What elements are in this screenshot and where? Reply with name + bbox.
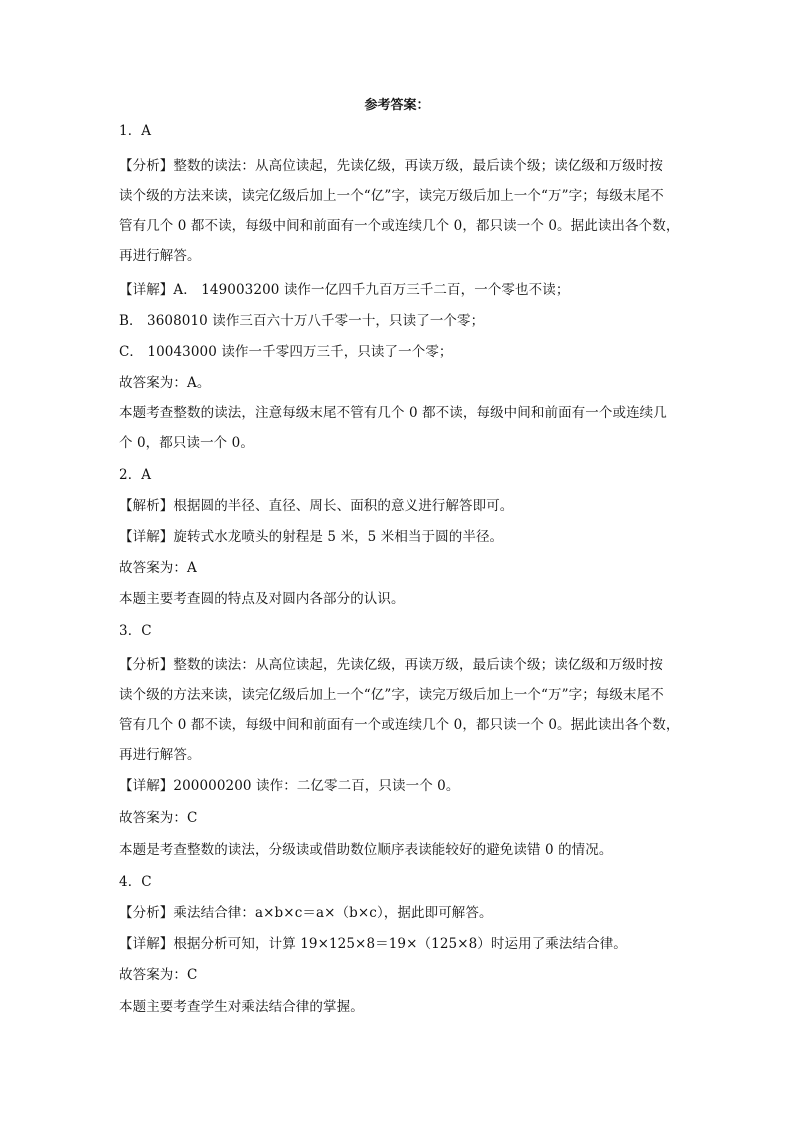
answer-2-explanation: 【解析】根据圆的半径、直径、周长、面积的意义进行解答即可。 xyxy=(119,498,514,514)
answer-1-analysis-line-3: 管有几个 0 都不读，每级中间和前面有一个或连续几个 0，都只读一个 0。据此读出各个数， xyxy=(119,218,680,234)
answer-2-conclusion: 故答案为：A xyxy=(119,560,197,576)
answer-1-conclusion: 故答案为：A。 xyxy=(119,375,211,391)
answer-1-detail-b: B． 3608010 读作三百六十万八千零一十，只读了一个零； xyxy=(119,313,485,329)
answer-1-analysis-line-2: 读个级的方法来读，读完亿级后加上一个“亿”字，读完万级后加上一个“万”字；每级末尾不 xyxy=(119,188,664,204)
answer-3-analysis-line-3: 管有几个 0 都不读，每级中间和前面有一个或连续几个 0，都只读一个 0。据此读出各个数， xyxy=(119,717,680,733)
answer-1-analysis-line-4: 再进行解答。 xyxy=(119,248,201,264)
answer-2-heading: 2．A xyxy=(119,467,152,483)
answer-2-detail: 【详解】旋转式水龙喷头的射程是 5 米，5 米相当于圆的半径。 xyxy=(119,529,504,545)
answer-3-heading: 3．C xyxy=(119,623,152,639)
answer-1-heading: 1．A xyxy=(119,123,152,139)
answer-3-comment: 本题是考查整数的读法，分级读或借助数位顺序表读能较好的避免读错 0 的情况。 xyxy=(119,842,613,858)
answer-4-detail: 【详解】根据分析可知，计算 19×125×8＝19×（125×8）时运用了乘法结合律。 xyxy=(119,936,627,952)
answer-4-comment: 本题主要考查学生对乘法结合律的掌握。 xyxy=(119,999,364,1015)
answer-3-analysis-line-4: 再进行解答。 xyxy=(119,747,201,763)
answer-1-analysis-line-1: 【分析】整数的读法：从高位读起，先读亿级，再读万级，最后读个级；读亿级和万级时按 xyxy=(119,158,663,174)
answer-3-conclusion: 故答案为：C xyxy=(119,810,198,826)
answer-4-heading: 4．C xyxy=(119,874,152,890)
answer-4-conclusion: 故答案为：C xyxy=(119,967,198,983)
answer-1-comment-line-2: 个 0，都只读一个 0。 xyxy=(119,435,254,451)
answer-3-analysis-line-2: 读个级的方法来读，读完亿级后加上一个“亿”字，读完万级后加上一个“万”字；每级末尾不 xyxy=(119,687,664,703)
answer-3-detail: 【详解】200000200 读作：二亿零二百，只读一个 0。 xyxy=(119,778,460,794)
answer-2-comment: 本题主要考查圆的特点及对圆内各部分的认识。 xyxy=(119,591,405,607)
answer-1-comment-line-1: 本题考查整数的读法，注意每级末尾不管有几个 0 都不读，每级中间和前面有一个或连续几 xyxy=(119,405,667,421)
answer-1-detail-c: C． 10043000 读作一千零四万三千，只读了一个零； xyxy=(119,344,453,360)
answer-1-detail-a: 【详解】A． 149003200 读作一亿四千九百万三千二百，一个零也不读； xyxy=(119,282,570,298)
answer-4-analysis: 【分析】乘法结合律：a×b×c＝a×（b×c），据此即可解答。 xyxy=(119,905,493,921)
answer-3-analysis-line-1: 【分析】整数的读法：从高位读起，先读亿级，再读万级，最后读个级；读亿级和万级时按 xyxy=(119,657,663,673)
page-title: 参考答案： xyxy=(364,98,430,113)
